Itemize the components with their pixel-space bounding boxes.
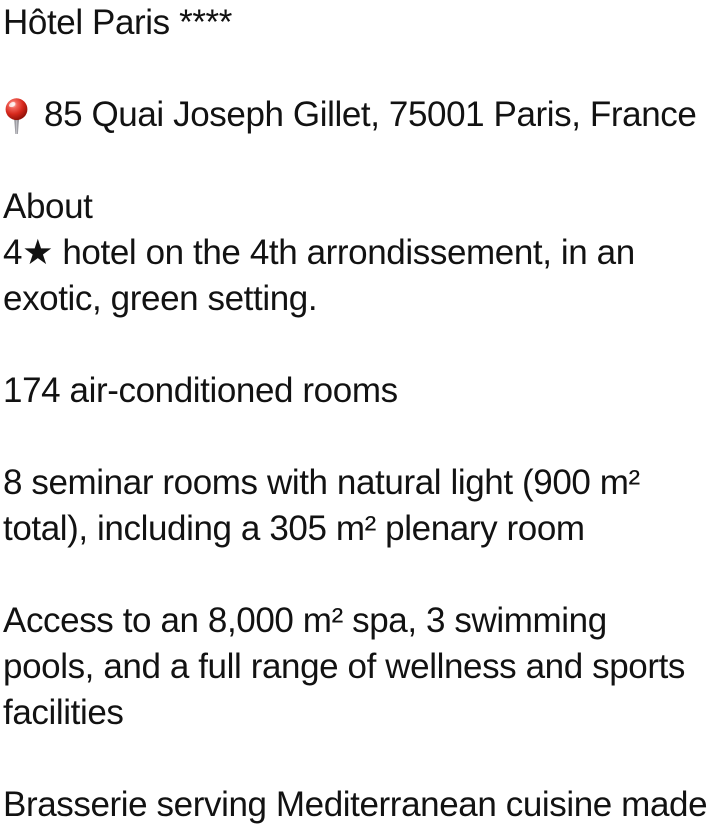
fact-seminar-line: total), including a 305 m² plenary room <box>3 509 585 548</box>
spacer <box>3 322 706 368</box>
fact-seminar-line: 8 seminar rooms with natural light (900 m² <box>3 463 640 502</box>
round-pushpin-icon <box>3 98 30 136</box>
fact-spa-line: pools, and a full range of wellness and sports <box>3 647 686 686</box>
spacer <box>3 138 706 184</box>
spacer <box>3 736 706 782</box>
fact-rooms-line: 174 air-conditioned rooms <box>3 371 398 410</box>
address-row <box>3 92 706 138</box>
page-title: Hôtel Paris **** <box>3 3 232 42</box>
about-line: 4★ hotel on the 4th arrondissement, in an <box>3 233 635 272</box>
spacer <box>3 552 706 598</box>
fact-spa-line: facilities <box>3 693 124 732</box>
spacer <box>3 46 706 92</box>
about-heading: About <box>3 187 93 226</box>
spacer <box>3 414 706 460</box>
address-text: 85 Quai Joseph Gillet, 75001 Paris, France <box>44 95 697 134</box>
fact-restaurant-line: Brasserie serving Mediterranean cuisine made <box>3 785 707 824</box>
fact-spa-line: Access to an 8,000 m² spa, 3 swimming <box>3 601 607 640</box>
about-line: exotic, green setting. <box>3 279 318 318</box>
